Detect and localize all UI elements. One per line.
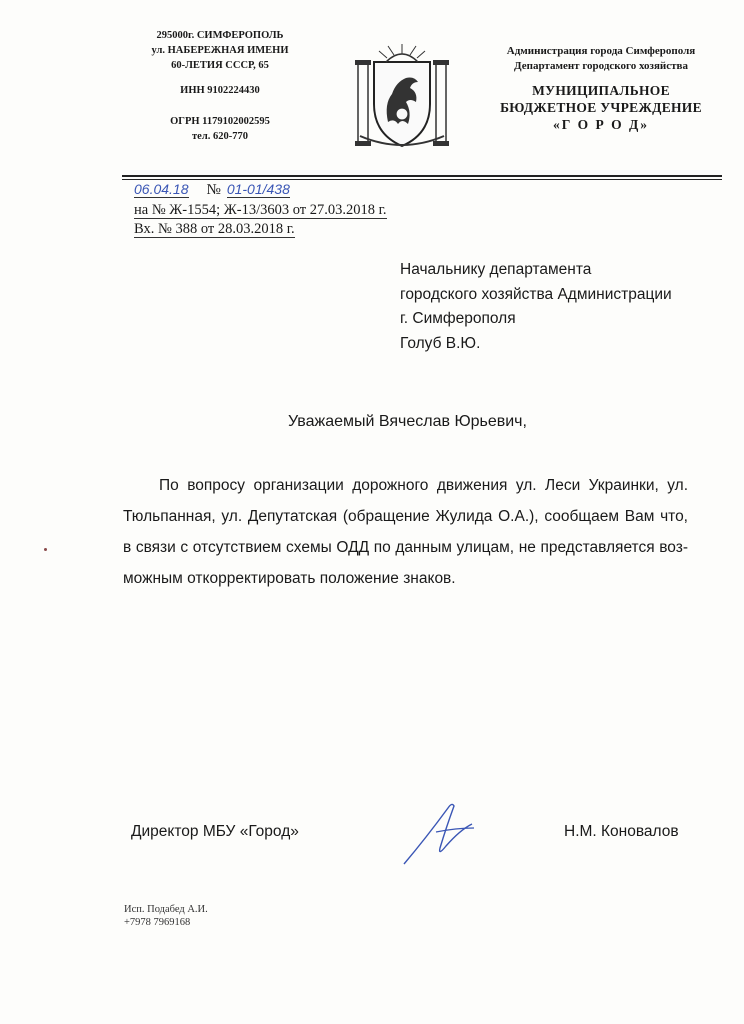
incoming-text: Вх. № 388 от 28.03.2018 г. xyxy=(134,221,295,237)
body-line: Тюльпанная, ул. Депутатская (обращение Жулида О.А.), сообщаем Вам что, xyxy=(123,508,688,525)
in-reply-to-reference xyxy=(134,200,387,220)
sender-address-block xyxy=(120,28,320,144)
number-label: № xyxy=(206,182,221,198)
department-name: Департамент городского хозяйства xyxy=(514,60,688,72)
coat-of-arms-emblem xyxy=(352,42,452,152)
admin-name: Администрация города Симферополя xyxy=(506,45,696,57)
executor-phone: +7978 7969168 xyxy=(124,917,191,928)
scan-speck xyxy=(44,548,47,551)
sender-ogrn: ОГРН 1179102002595 xyxy=(170,116,270,127)
org-type-line1: МУНИЦИПАЛЬНОЕ xyxy=(532,83,670,98)
sender-inn: ИНН 9102224430 xyxy=(180,85,260,96)
incoming-reference xyxy=(134,219,295,239)
addressee-block xyxy=(400,258,672,356)
outgoing-date: 06.04.18 xyxy=(134,181,189,197)
salutation: Уважаемый Вячеслав Юрьевич, xyxy=(288,413,527,430)
sender-phone: тел. 620-770 xyxy=(192,131,248,142)
sender-city: 295000г. СИМФЕРОПОЛЬ xyxy=(156,30,284,41)
outgoing-number: 01-01/438 xyxy=(226,181,290,197)
addressee-line1: Начальнику департамента xyxy=(400,261,592,278)
in-reply-to-text: на № Ж-1554; Ж-13/3603 от 27.03.2018 г. xyxy=(134,202,387,218)
org-name: «Г О Р О Д» xyxy=(552,117,650,132)
header-divider xyxy=(122,175,722,177)
body-line: По вопросу организации дорожного движения ул. Леси Украинки, ул. xyxy=(159,477,688,494)
recipient-organization-block xyxy=(478,44,724,133)
executor-block xyxy=(124,903,208,929)
addressee-line3: г. Симферополя xyxy=(400,310,516,327)
addressee-line2: городского хозяйства Администрации xyxy=(400,285,672,303)
body-line: можным откорректировать положение знаков. xyxy=(123,570,456,587)
sender-building: 60-ЛЕТИЯ СССР, 65 xyxy=(171,60,269,71)
org-type-line2: БЮДЖЕТНОЕ УЧРЕЖДЕНИЕ xyxy=(500,100,702,115)
addressee-line4: Голуб В.Ю. xyxy=(400,334,481,352)
letter-body xyxy=(123,470,688,594)
executor-name: Исп. Подабед А.И. xyxy=(124,904,208,915)
sender-street: ул. НАБЕРЕЖНАЯ ИМЕНИ xyxy=(151,45,289,56)
signatory-title: Директор МБУ «Город» xyxy=(131,823,299,840)
outgoing-reference xyxy=(134,179,290,200)
handwritten-signature xyxy=(396,798,486,868)
signatory-name: Н.М. Коновалов xyxy=(564,823,679,840)
body-line: в связи с отсутствием схемы ОДД по данным улицам, не представляется воз- xyxy=(123,539,688,556)
